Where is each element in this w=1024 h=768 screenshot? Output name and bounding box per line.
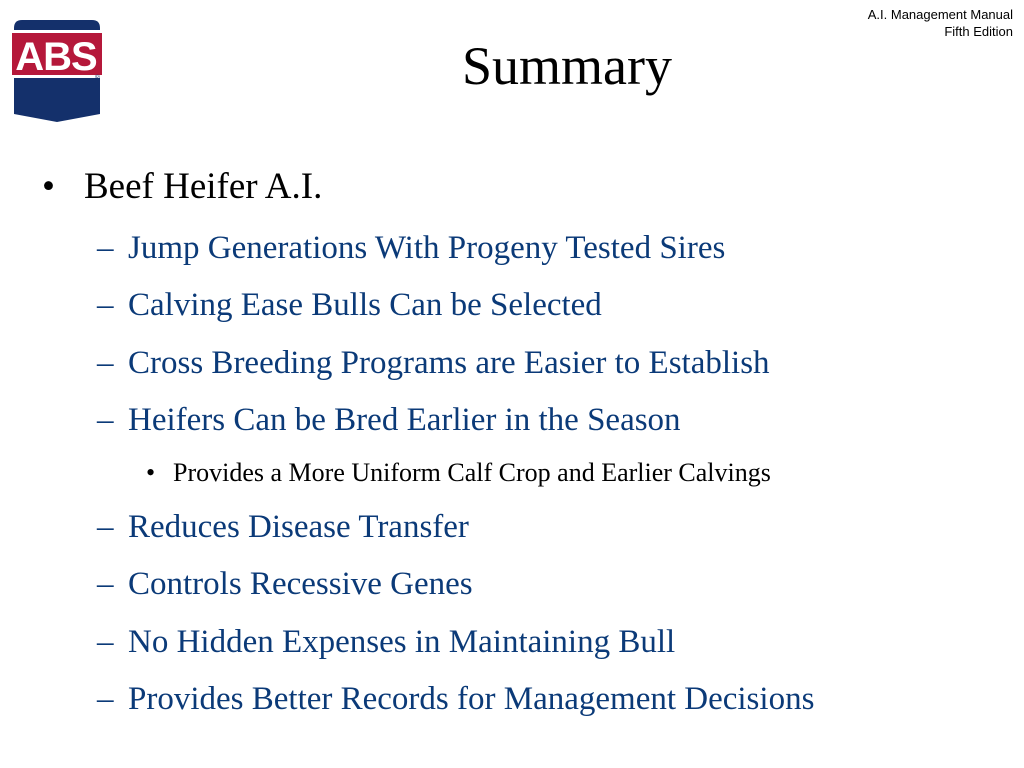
nested-item: • Provides a More Uniform Calf Crop and Earlier Calvings (146, 458, 771, 487)
sub-item: – Jump Generations With Progeny Tested Sires (97, 230, 726, 266)
sub-item: – Calving Ease Bulls Can be Selected (97, 287, 602, 323)
sub-item: – Controls Recessive Genes (97, 566, 473, 602)
main-bullet-text: Beef Heifer A.I. (84, 166, 323, 207)
sub-item: – Reduces Disease Transfer (97, 509, 469, 545)
registered-mark: ® (94, 75, 100, 82)
sub-item: – Heifers Can be Bred Earlier in the Season (97, 402, 681, 438)
edition-label: Fifth Edition (944, 24, 1013, 39)
manual-title: A.I. Management Manual (867, 7, 1013, 22)
sub-item: – Provides Better Records for Management Decisions (97, 681, 815, 717)
sub-item: – No Hidden Expenses in Maintaining Bull (97, 624, 676, 660)
sub-item: – Cross Breeding Programs are Easier to Establish (97, 345, 770, 381)
bullet-dot: • (42, 166, 55, 207)
logo-text: ABS (15, 35, 97, 79)
slide-title: Summary (462, 36, 672, 96)
